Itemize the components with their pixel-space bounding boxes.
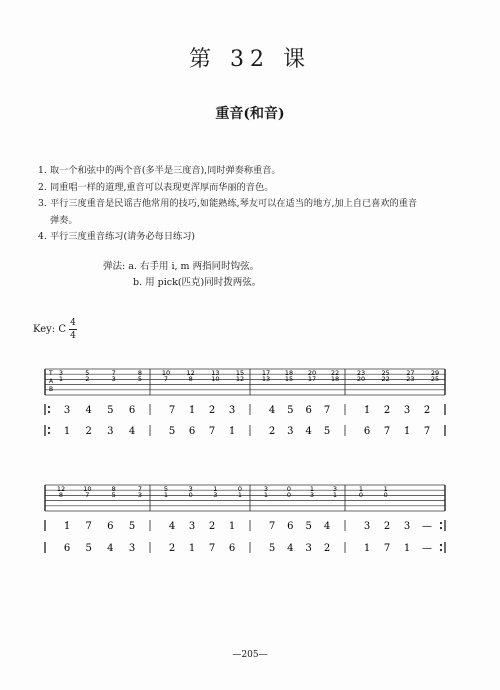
jianpu-note: 2̇ bbox=[423, 405, 431, 416]
jianpu-note: 4 bbox=[323, 521, 331, 532]
jianpu-note: 7̇ bbox=[383, 426, 391, 437]
tab-fret-number: 3 bbox=[137, 491, 143, 499]
tab-fret-number: 3 bbox=[188, 485, 193, 493]
jianpu-note: 4̇ bbox=[305, 426, 312, 437]
tab-fret-number: 23 bbox=[356, 369, 366, 377]
technique-line-a: a. 右手用 i, m 两指同时钩弦。 bbox=[128, 261, 260, 272]
tab-fret-number: 27 bbox=[406, 369, 415, 377]
jianpu-note: 2 bbox=[323, 543, 331, 554]
section-title: 重音(和音) bbox=[215, 106, 285, 122]
jianpu-note: 2 bbox=[208, 521, 216, 532]
tab-fret-number: 5 bbox=[85, 369, 90, 377]
jianpu-note: 4̇ bbox=[268, 405, 276, 416]
tab-fret-number: 17 bbox=[261, 369, 271, 377]
tab-fret-number: 22 bbox=[381, 375, 390, 383]
jianpu-note: 4 bbox=[168, 521, 176, 532]
jianpu-note: — bbox=[422, 543, 432, 554]
technique-line-b: b. 用 pick(匹克)同时拨两弦。 bbox=[133, 277, 262, 288]
jianpu-note: 6 bbox=[287, 521, 294, 532]
tab-fret-number: 20 bbox=[307, 369, 317, 377]
tab-fret-number: 13 bbox=[261, 375, 271, 383]
tab-fret-number: 8 bbox=[111, 485, 116, 493]
jianpu-note: 5 bbox=[168, 426, 176, 437]
tab-fret-number: 18 bbox=[330, 375, 340, 383]
technique-label: 弹法: bbox=[103, 261, 126, 272]
jianpu-note: 3̇ bbox=[287, 426, 294, 437]
jianpu-note: 1 bbox=[403, 543, 411, 554]
tab-fret-number: 12 bbox=[186, 369, 195, 377]
jianpu-note: 1̇ bbox=[228, 426, 236, 437]
jianpu-note: 6 bbox=[107, 521, 114, 532]
tab-fret-number: 10 bbox=[161, 369, 171, 377]
jianpu-note: 3̇ bbox=[228, 405, 236, 416]
tab-fret-number: 3 bbox=[332, 485, 338, 493]
tab-fret-number: 1 bbox=[383, 485, 388, 493]
jianpu-note: 3 bbox=[363, 521, 371, 532]
jianpu-note: 7̇ bbox=[423, 426, 431, 437]
jianpu-note: 6 bbox=[128, 405, 136, 416]
tab-fret-number: 1 bbox=[163, 491, 169, 499]
jianpu-note: 1 bbox=[363, 543, 371, 554]
jianpu-note: 6̇ bbox=[363, 426, 371, 437]
tab-fret-number: 3 bbox=[213, 491, 218, 499]
jianpu-note: 2 bbox=[85, 426, 92, 437]
tab-fret-number: 0 bbox=[286, 485, 292, 493]
tab-fret-number: 8 bbox=[137, 369, 143, 377]
jianpu-note: 3 bbox=[107, 426, 114, 437]
jianpu-note: 5 bbox=[305, 521, 312, 532]
jianpu-note: 3 bbox=[63, 405, 71, 416]
jianpu-note: 2̇ bbox=[208, 405, 216, 416]
jianpu-note: 7 bbox=[268, 521, 276, 532]
jianpu-note: 3 bbox=[403, 521, 411, 532]
jianpu-note: 1̇ bbox=[403, 426, 411, 437]
tab-fret-number: 7 bbox=[163, 375, 169, 383]
tab-fret-number: 1 bbox=[263, 491, 269, 499]
tab-fret-number: 25 bbox=[381, 369, 390, 377]
jianpu-note: 2 bbox=[168, 543, 176, 554]
tab-fret-number: 12 bbox=[56, 485, 66, 493]
repeat-dot bbox=[440, 522, 442, 524]
time-signature: $\frac{4}{4}$ bbox=[70, 318, 76, 341]
jianpu-note: 5 bbox=[128, 521, 136, 532]
tab-fret-number: 3 bbox=[263, 485, 269, 493]
tab-fret-number: 22 bbox=[330, 369, 340, 377]
jianpu-note: 7 bbox=[208, 426, 216, 437]
tab-fret-number: 7 bbox=[137, 485, 143, 493]
tab-fret-number: 7 bbox=[111, 369, 116, 377]
tab-fret-number: 7 bbox=[85, 491, 90, 499]
jianpu-note: 5 bbox=[268, 543, 276, 554]
tab-fret-number: 1 bbox=[237, 491, 243, 499]
jianpu-note: 7 bbox=[208, 543, 216, 554]
rule-item: 4. 平行三度重音练习(请务必每日练习) bbox=[38, 231, 195, 242]
tab-fret-number: 0 bbox=[188, 491, 193, 499]
tab-fret-number: 3 bbox=[111, 375, 116, 383]
tab-fret-number: 29 bbox=[430, 369, 440, 377]
jianpu-note: 3 bbox=[305, 543, 312, 554]
jianpu-note: 2̇ bbox=[268, 426, 276, 437]
jianpu-note: 1̇ bbox=[63, 521, 71, 532]
jianpu-note: 7 bbox=[85, 521, 92, 532]
jianpu-note: 6 bbox=[63, 543, 71, 554]
jianpu-note: 6̇ bbox=[305, 405, 312, 416]
tab-fret-number: 15 bbox=[235, 369, 245, 377]
jianpu-note: 1 bbox=[63, 426, 71, 437]
lesson-title: 第 32 课 bbox=[189, 47, 311, 72]
jianpu-note: 2̇ bbox=[383, 405, 391, 416]
tab-fret-number: 1 bbox=[213, 485, 218, 493]
tab-fret-number: 1 bbox=[58, 375, 64, 383]
jianpu-note: — bbox=[422, 521, 432, 532]
jianpu-note: 6 bbox=[228, 543, 236, 554]
tab-clef-letter: A bbox=[49, 378, 54, 385]
tab-fret-number: 23 bbox=[406, 375, 415, 383]
tab-fret-number: 20 bbox=[356, 375, 366, 383]
jianpu-note: 7̇ bbox=[323, 405, 331, 416]
jianpu-note: 4 bbox=[107, 543, 114, 554]
tab-fret-number: 8 bbox=[58, 491, 64, 499]
jianpu-note: 5 bbox=[107, 405, 114, 416]
rule-item-continuation: 弹奏。 bbox=[50, 214, 78, 226]
tab-fret-number: 18 bbox=[284, 369, 294, 377]
tab-fret-number: 1 bbox=[332, 491, 338, 499]
tab-fret-number: 13 bbox=[211, 369, 220, 377]
tab-fret-number: 2 bbox=[85, 375, 90, 383]
tab-fret-number: 1 bbox=[309, 485, 315, 493]
tab-fret-number: 12 bbox=[235, 375, 245, 383]
page-number: —205— bbox=[232, 650, 268, 660]
tab-clef-letter: T bbox=[49, 370, 53, 377]
tab-fret-number: 5 bbox=[163, 485, 169, 493]
repeat-dot bbox=[48, 432, 50, 434]
tab-fret-number: 5 bbox=[137, 375, 143, 383]
rule-item: 3. 平行三度重音是民谣吉他常用的技巧,如能熟练,琴友可以在适当的地方,加上自已喜欢的重音 bbox=[38, 198, 418, 209]
tab-fret-number: 8 bbox=[188, 375, 193, 383]
tab-fret-number: 0 bbox=[237, 485, 243, 493]
jianpu-note: 1 bbox=[228, 521, 236, 532]
jianpu-note: 2 bbox=[383, 521, 391, 532]
jianpu-note: 5̇ bbox=[287, 405, 294, 416]
tab-fret-number: 17 bbox=[307, 375, 317, 383]
tab-fret-number: 10 bbox=[83, 485, 92, 493]
repeat-dot bbox=[440, 527, 442, 529]
jianpu-note: 6 bbox=[188, 426, 196, 437]
jianpu-note: 5̇ bbox=[323, 426, 331, 437]
jianpu-note: 7 bbox=[168, 405, 176, 416]
tab-fret-number: 25 bbox=[430, 375, 440, 383]
jianpu-note: 3 bbox=[188, 521, 196, 532]
jianpu-note: 1 bbox=[188, 543, 196, 554]
tab-fret-number: 3 bbox=[58, 369, 64, 377]
tab-fret-number: 5 bbox=[111, 491, 116, 499]
tab-fret-number: 15 bbox=[284, 375, 294, 383]
jianpu-note: 5 bbox=[85, 543, 92, 554]
rule-item: 2. 同重唱一样的道理,重音可以表现更浑厚而华丽的音色。 bbox=[38, 181, 274, 193]
repeat-dot bbox=[440, 544, 442, 546]
jianpu-note: 3 bbox=[128, 543, 136, 554]
tab-fret-number: 3 bbox=[309, 491, 315, 499]
jianpu-note: 4 bbox=[85, 405, 92, 416]
rule-item: 1. 取一个和弦中的两个音(多半是三度音),同时弹奏称重音。 bbox=[38, 165, 281, 176]
jianpu-note: 1̇ bbox=[363, 405, 371, 416]
jianpu-note: 1̇ bbox=[188, 405, 196, 416]
tab-clef-letter: B bbox=[49, 386, 54, 393]
tab-fret-number: 0 bbox=[286, 491, 292, 499]
jianpu-note: 3̇ bbox=[403, 405, 411, 416]
repeat-dot bbox=[48, 427, 50, 429]
tab-fret-number: 1 bbox=[358, 485, 364, 493]
jianpu-note: 4 bbox=[128, 426, 136, 437]
repeat-dot bbox=[48, 411, 50, 413]
key-label: Key: C bbox=[33, 324, 66, 335]
tab-fret-number: 0 bbox=[383, 491, 388, 499]
repeat-dot bbox=[48, 406, 50, 408]
tab-fret-number: 10 bbox=[211, 375, 220, 383]
jianpu-note: 4 bbox=[287, 543, 294, 554]
repeat-dot bbox=[440, 549, 442, 551]
jianpu-note: 7 bbox=[383, 543, 391, 554]
tab-fret-number: 0 bbox=[358, 491, 364, 499]
